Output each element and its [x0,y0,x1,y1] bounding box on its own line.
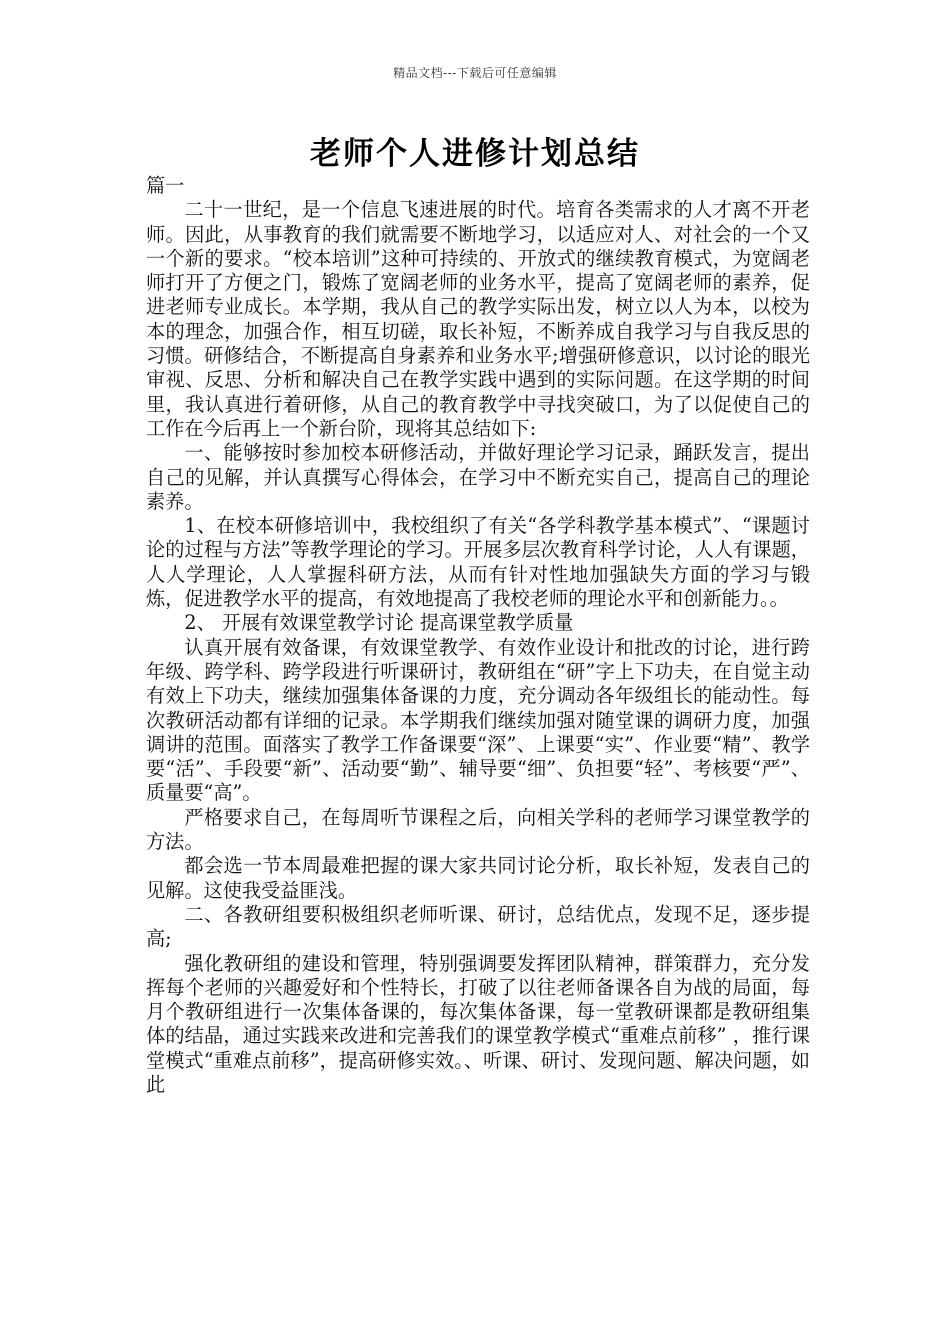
page-title: 老师个人进修计划总结 [310,136,640,172]
paragraph: 一、能够按时参加校本研修活动，并做好理论学习记录，踊跃发言，提出自己的见解，并认真撰写心得体会，在学习中不断充实自己，提高自己的理论素养。 [146,441,810,513]
paragraph: 都会选一节本周最难把握的课大家共同讨论分析，取长补短，发表自己的见解。这使我受益匪浅。 [146,854,810,902]
paragraph: 强化教研组的建设和管理，特别强调要发挥团队精神，群策群力，充分发挥每个老师的兴趣爱好和个性特长，打破了以往老师备课各自为战的局面，每月个教研组进行一次集体备课的，每次集体备课，每一堂教研课都是教研组集体的结晶，通过实践来改进和完善我们的课堂教学模式“重难点前移” ，推行课堂模式“重难点前移”，提高研修实效。、听课、研讨、发现问题、解决问题，如此 [146,951,810,1096]
paragraph: 1、在校本研修培训中，我校组织了有关“各学科教学基本模式”、“课题讨论的过程与方法”等教学理论的学习。开展多层次教育科学讨论，人人有课题，人人学理论，人人掌握科研方法，从而有针对性地加强缺失方面的学习与锻炼，促进教学水平的提高，有效地提高了我校老师的理论水平和创新能力。。 [146,514,810,611]
document-body [146,174,810,1097]
paragraph: 认真开展有效备课，有效课堂教学、有效作业设计和批改的讨论，进行跨年级、跨学科、跨学段进行听课研讨，教研组在“研”字上下功夫，在自觉主动有效上下功夫，继续加强集体备课的力度，充分调动各年级组长的能动性。每次教研活动都有详细的记录。本学期我们继续加强对随堂课的调研力度，加强调讲的范围。面落实了教学工作备课要“深”、上课要“实”、作业要“精”、教学要“活”、手段要“新”、活动要“勤”、辅导要“细”、负担要“轻”、考核要“严”、质量要“高”。 [146,635,810,805]
section-label: 篇一 [146,174,185,197]
paragraph: 二十一世纪，是一个信息飞速进展的时代。培育各类需求的人才离不开老师。因此，从事教育的我们就需要不断地学习，以适应对人、对社会的一个又一个新的要求。“校本培训”这种可持续的、开放式的继续教育模式，为宽阔老师打开了方便之门，锻炼了宽阔老师的业务水平，提高了宽阔老师的素养，促进老师专业成长。本学期，我从自己的教学实际出发，树立以人为本，以校为本的理念，加强合作，相互切磋，取长补短，不断养成自我学习与自我反思的习惯。研修结合，不断提高自身素养和业务水平;增强研修意识，以讨论的眼光审视、反思、分析和解决自己在教学实践中遇到的实际问题。在这学期的时间里，我认真进行着研修，从自己的教育教学中寻找突破口，为了以促使自己的工作在今后再上一个新台阶，现将其总结如下: [146,198,810,440]
header-note: 精品文档---下载后可任意编辑 [393,66,557,80]
paragraph: 二、各教研组要积极组织老师听课、研讨，总结优点，发现不足，逐步提高; [146,902,810,951]
paragraph: 2、 开展有效课堂教学讨论 提高课堂教学质量 [184,611,574,635]
paragraph: 严格要求自己，在每周听节课程之后，向相关学科的老师学习课堂教学的方法。 [146,805,810,854]
